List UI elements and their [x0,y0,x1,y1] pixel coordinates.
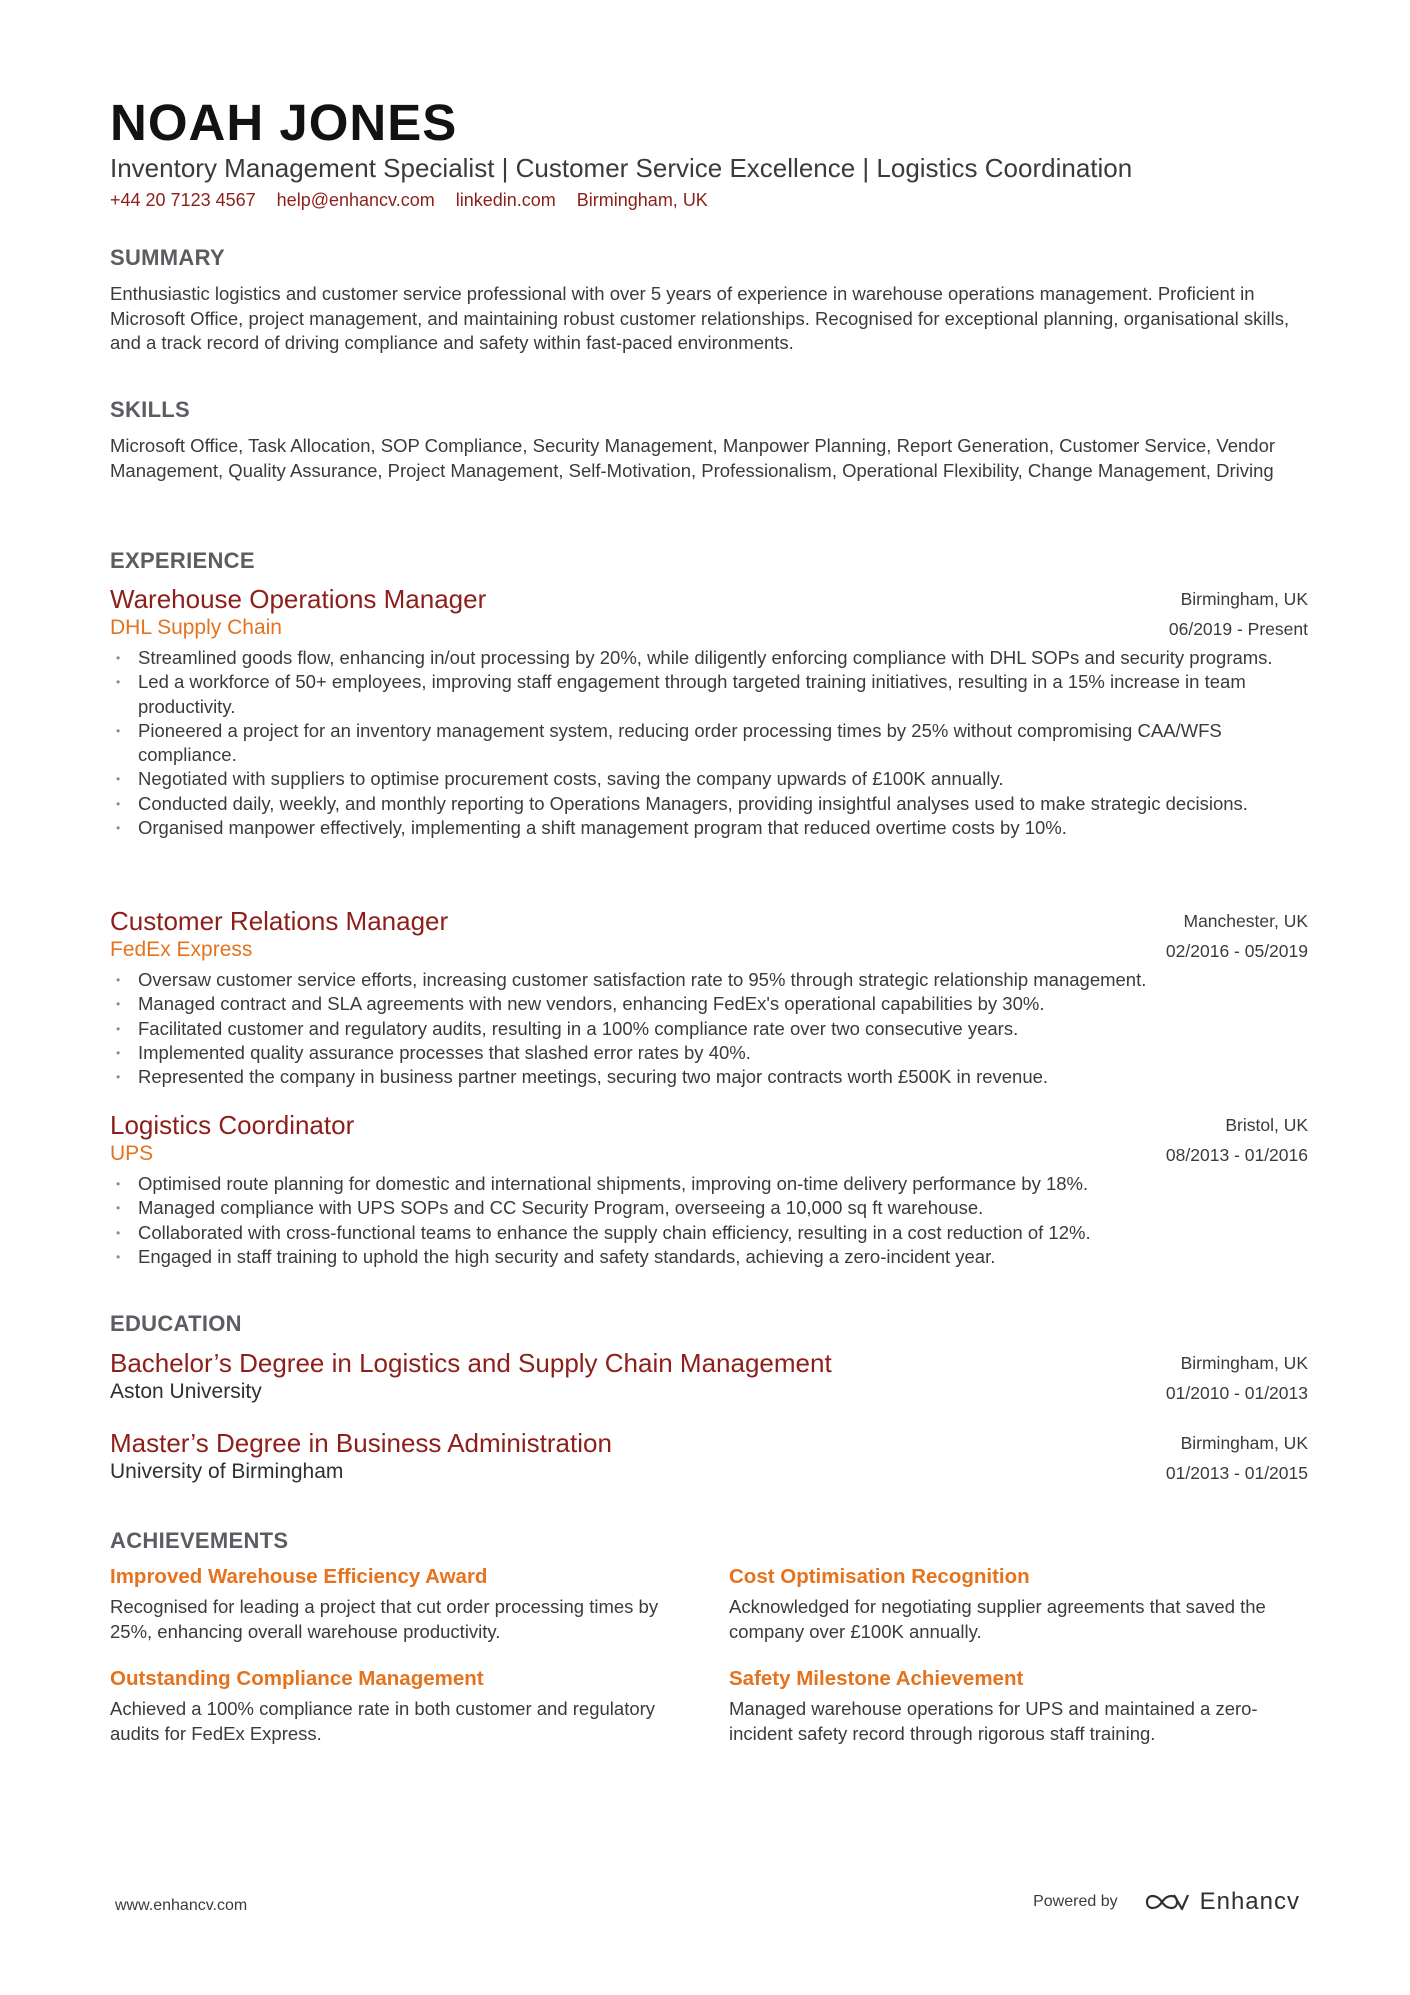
job-dates: 06/2019 - Present [1168,619,1308,639]
phone[interactable]: +44 20 7123 4567 [110,190,256,210]
achievement-desc: Recognised for leading a project that cut order processing times by 25%, enhancing overall warehouse productivity. [110,1596,659,1642]
job-location: Bristol, UK [1225,1115,1308,1135]
achievements-heading: ACHIEVEMENTS [110,1528,289,1553]
degree-title: Master’s Degree in Business Administration [110,1428,612,1458]
bullet-item: • Managed contract and SLA agreements with new vendors, enhancing FedEx's operational capabilities by 30%. [110,992,1308,1016]
achievement-item [110,1665,700,1746]
job-meta [1169,584,1308,644]
summary-text: Enthusiastic logistics and customer service professional with over 5 years of experience in warehouse operations management. Proficient in Microsoft Office, project management, and maintaining robust customer relationships. Recognised for exceptional planning, organisational skills, and a track record of driving compliance and safety within fast-paced environments. [110,283,1290,353]
education-dates: 01/2013 - 01/2015 [1165,1463,1308,1483]
job-bullets [110,968,1308,1089]
headline: Inventory Management Specialist | Customer Service Excellence | Logistics Coordination [110,153,1133,183]
degree-title: Bachelor’s Degree in Logistics and Supply Chain Management [110,1348,832,1378]
education-location: Birmingham, UK [1180,1353,1308,1373]
powered-by-label: Powered by [1033,1893,1118,1910]
job-bullets [110,646,1308,840]
summary-heading: SUMMARY [110,245,225,270]
achievement-item [729,1665,1319,1746]
bullet-item: • Streamlined goods flow, enhancing in/out processing by 20%, while diligently enforcing compliance with DHL SOPs and security programs. [110,646,1308,670]
bullet-item: • Oversaw customer service efforts, increasing customer satisfaction rate to 95% through strategic relationship management. [110,968,1308,992]
bullet-item: • Organised manpower effectively, implementing a shift management program that reduced overtime costs by 10%. [110,816,1308,840]
footer-branding [1033,1888,1300,1916]
job-company: DHL Supply Chain [110,616,282,639]
achievement-title: Cost Optimisation Recognition [729,1565,1030,1588]
job-title: Customer Relations Manager [110,906,449,936]
bullet-item: • Pioneered a project for an inventory management system, reducing order processing times by 25% without compromising CAA/WFS compliance. [110,719,1308,768]
bullet-item: • Implemented quality assurance processes that slashed error rates by 40%. [110,1041,1308,1065]
job-bullets [110,1172,1308,1269]
achievement-desc: Achieved a 100% compliance rate in both customer and regulatory audits for FedEx Express. [110,1698,656,1744]
education-dates: 01/2010 - 01/2013 [1165,1383,1308,1403]
bullet-item: • Optimised route planning for domestic and international shipments, improving on-time delivery performance by 18%. [110,1172,1308,1196]
bullet-item: • Represented the company in business partner meetings, securing two major contracts worth £500K in revenue. [110,1065,1308,1089]
job-company: FedEx Express [110,938,253,961]
job-company: UPS [110,1142,154,1165]
school-name: Aston University [110,1380,262,1403]
education-meta [1166,1428,1308,1488]
candidate-name: NOAH JONES [110,94,458,151]
brand-name: Enhancv [1199,1888,1300,1915]
education-entry [110,1348,1308,1406]
footer-website[interactable]: www.enhancv.com [115,1897,248,1914]
bullet-item: • Engaged in staff training to uphold the high security and safety standards, achieving a zero-incident year. [110,1245,1308,1269]
achievement-item [729,1563,1319,1644]
achievement-title: Improved Warehouse Efficiency Award [110,1565,488,1588]
education-entry [110,1428,1308,1486]
bullet-item: • Managed compliance with UPS SOPs and CC Security Program, overseeing a 10,000 sq ft warehouse. [110,1196,1308,1220]
job-location: Birmingham, UK [1180,589,1308,609]
achievement-item [110,1563,700,1644]
bullet-item: • Collaborated with cross-functional teams to enhance the supply chain efficiency, resulting in a cost reduction of 12%. [110,1221,1308,1245]
enhancv-logo-icon [1144,1889,1190,1915]
contact-bar [110,190,724,211]
job-entry [110,584,1308,840]
achievement-desc: Managed warehouse operations for UPS and maintained a zero-incident safety record through rigorous staff training. [729,1698,1258,1744]
school-name: University of Birmingham [110,1460,344,1483]
bullet-item: • Conducted daily, weekly, and monthly reporting to Operations Managers, providing insightful analyses used to make strategic decisions. [110,792,1308,816]
job-meta [1166,1110,1308,1170]
achievement-title: Safety Milestone Achievement [729,1667,1024,1690]
job-title: Logistics Coordinator [110,1110,355,1140]
linkedin-link[interactable]: linkedin.com [455,190,556,210]
achievement-title: Outstanding Compliance Management [110,1667,484,1690]
job-dates: 08/2013 - 01/2016 [1165,1145,1308,1165]
experience-heading: EXPERIENCE [110,548,255,573]
email-link[interactable]: help@enhancv.com [276,190,435,210]
bullet-item: • Facilitated customer and regulatory audits, resulting in a 100% compliance rate over two consecutive years. [110,1017,1308,1041]
bullet-item: • Negotiated with suppliers to optimise procurement costs, saving the company upwards of £100K annually. [110,767,1308,791]
skills-heading: SKILLS [110,397,191,422]
job-location: Manchester, UK [1183,911,1308,931]
education-location: Birmingham, UK [1180,1433,1308,1453]
education-heading: EDUCATION [110,1311,242,1336]
job-entry [110,1110,1308,1269]
bullet-item: • Led a workforce of 50+ employees, improving staff engagement through targeted training initiatives, resulting in a 15% increase in team productivity. [110,670,1308,719]
achievement-desc: Acknowledged for negotiating supplier agreements that saved the company over £100K annually. [729,1596,1266,1642]
job-title: Warehouse Operations Manager [110,584,487,614]
job-meta [1166,906,1308,966]
education-meta [1166,1348,1308,1408]
job-dates: 02/2016 - 05/2019 [1165,941,1308,961]
job-entry [110,906,1308,1089]
location: Birmingham, UK [576,190,708,210]
skills-text: Microsoft Office, Task Allocation, SOP Compliance, Security Management, Manpower Planning, Report Generation, Customer Service, Vendor Management, Quality Assurance, Project Management, Self-Motivation, Professionalism, Operational Flexibility, Change Management, Driving [110,435,1276,481]
